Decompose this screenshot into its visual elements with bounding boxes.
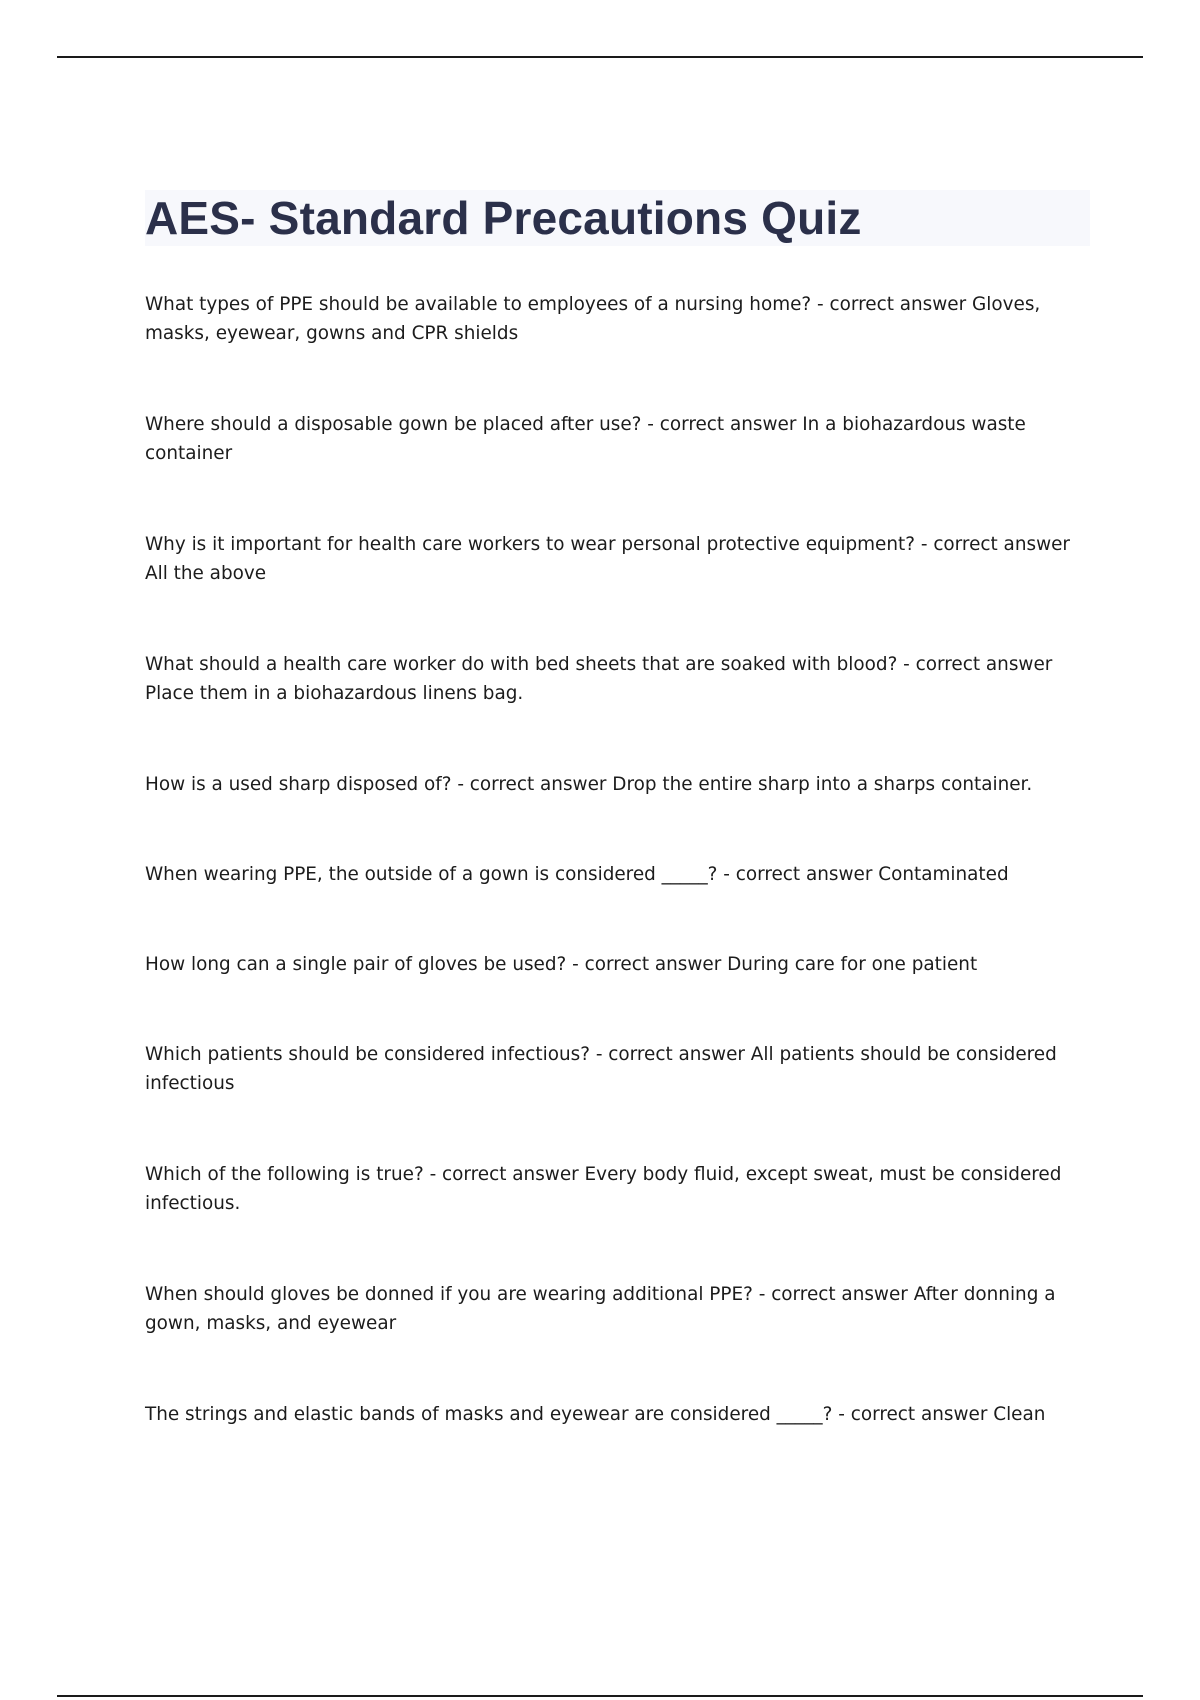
footer-rule <box>57 1695 1143 1697</box>
page-title: AES- Standard Precautions Quiz <box>145 192 862 244</box>
title-band <box>145 190 1090 246</box>
qa-item-8: Which patients should be considered infectious? - correct answer All patients should be considered infectious <box>145 1044 1057 1094</box>
header-rule <box>57 56 1143 58</box>
qa-item-1: What types of PPE should be available to employees of a nursing home? - correct answer Gloves, masks, eyewear, gowns and CPR shields <box>145 294 1041 344</box>
qa-item-10: When should gloves be donned if you are wearing additional PPE? - correct answer After donning a gown, masks, and eyewear <box>145 1284 1056 1334</box>
qa-item-3: Why is it important for health care workers to wear personal protective equipment? - correct answer All the above <box>145 534 1070 584</box>
qa-item-4: What should a health care worker do with bed sheets that are soaked with blood? - correct answer Place them in a biohazardous linens bag. <box>145 654 1053 704</box>
document-body <box>145 190 1090 1490</box>
qa-list <box>145 290 1090 1429</box>
qa-item-6: When wearing PPE, the outside of a gown is considered _____? - correct answer Contaminated <box>145 864 1009 885</box>
qa-item-2: Where should a disposable gown be placed after use? - correct answer In a biohazardous waste container <box>145 414 1026 464</box>
qa-item-11: The strings and elastic bands of masks and eyewear are considered _____? - correct answer Clean <box>145 1404 1046 1425</box>
qa-item-9: Which of the following is true? - correct answer Every body fluid, except sweat, must be considered infectious. <box>145 1164 1062 1214</box>
qa-item-5: How is a used sharp disposed of? - correct answer Drop the entire sharp into a sharps container. <box>145 774 1033 795</box>
qa-item-7: How long can a single pair of gloves be used? - correct answer During care for one patient <box>145 954 978 975</box>
